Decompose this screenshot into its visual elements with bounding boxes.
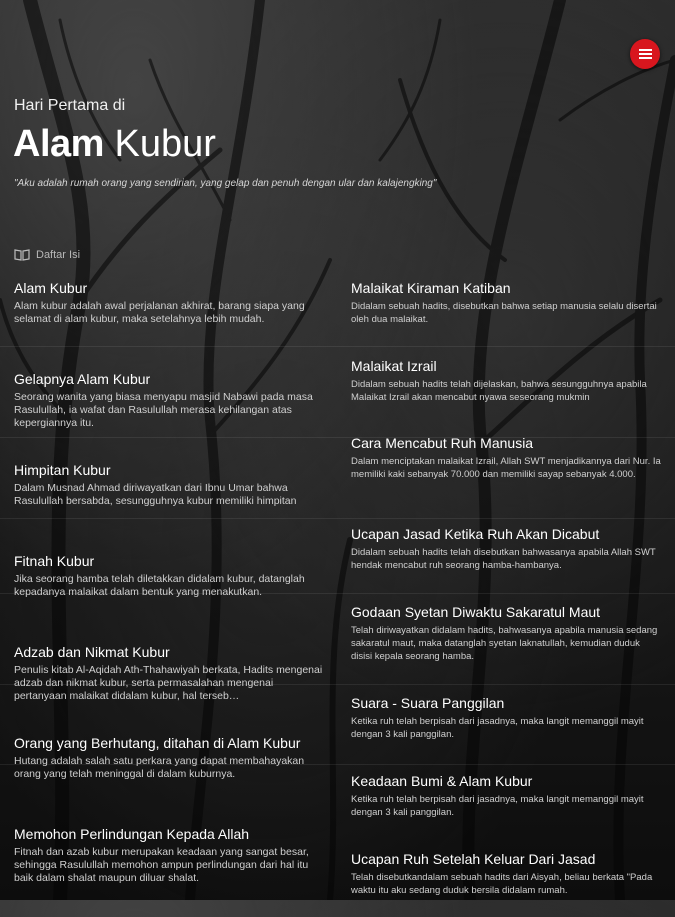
list-item-title: Adzab dan Nikmat Kubur: [14, 644, 170, 660]
list-item-gelapnya-alam-kubur[interactable]: [14, 371, 324, 462]
list-item-orang-berhutang[interactable]: [14, 735, 324, 826]
page-title: [13, 120, 216, 168]
list-item-description: Dalam Musnad Ahmad diriwayatkan dari Ibnu Umar bahwa Rasulullah bersabda, sesungguhnya kubur memiliki himpitan: [14, 482, 297, 507]
list-item-ucapan-jasad[interactable]: [351, 526, 661, 604]
list-item-fitnah-kubur[interactable]: [14, 553, 324, 644]
list-item-description: Telah disebutkandalam sebuah hadits dari Aisyah, beliau berkata "Pada waktu itu aku sedang duduk bersila didalam rumah.: [351, 872, 653, 896]
list-item-title: Gelapnya Alam Kubur: [14, 371, 151, 387]
chapter-list-left: [14, 280, 324, 917]
list-item-description: Jika seorang hamba telah diletakkan didalam kubur, datanglah kepadanya malaikat dalam bentuk yang menakutkan.: [14, 573, 305, 598]
toc-heading: [14, 248, 80, 261]
list-item-title: Ucapan Jasad Ketika Ruh Akan Dicabut: [351, 526, 600, 542]
list-item-description: Seorang wanita yang biasa menyapu masjid Nabawi pada masa Rasulullah, ia wafat dan Rasulullah merasa kehilangan atas kepergiannya itu.: [14, 391, 313, 429]
list-item-title: Godaan Syetan Diwaktu Sakaratul Maut: [351, 604, 601, 620]
list-item-description: Didalam sebuah hadits telah disebutkan bahwasanya apabila Allah SWT hendak mencabut ruh seorang hamba-hambanya.: [351, 547, 656, 571]
chapter-list-right: [351, 280, 661, 895]
list-item-malaikat-izrail[interactable]: [351, 358, 661, 435]
list-item-title: Malaikat Izrail: [351, 358, 437, 374]
title-light: Kubur: [114, 123, 216, 165]
list-item-adzab-nikmat-kubur[interactable]: [14, 644, 324, 735]
list-item-description: Ketika ruh telah berpisah dari jasadnya, maka langit memanggil mayit dengan 3 kali panggilan.: [351, 794, 644, 818]
list-item-title: Himpitan Kubur: [14, 462, 111, 478]
hamburger-menu-icon: [639, 47, 652, 61]
list-item-description: Didalam sebuah hadits telah dijelaskan, bahwa sesungguhnya apabila Malaikat Izrail akan mencabut nyawa seseorang mukmin: [351, 379, 647, 403]
list-item-title: Malaikat Kiraman Katiban: [351, 280, 511, 296]
list-item-himpitan-kubur[interactable]: [14, 462, 324, 553]
list-item-keadaan-bumi[interactable]: [351, 773, 661, 851]
list-item-description: Fitnah dan azab kubur merupakan keadaan yang sangat besar, sehingga Rasulullah memohon ampun perlindungan dari hal itu baik dalam shalat maupun diluar shalat.: [14, 846, 309, 884]
list-item-title: Cara Mencabut Ruh Manusia: [351, 435, 534, 451]
list-item-memohon-perlindungan[interactable]: [14, 826, 324, 917]
list-item-description: Dalam menciptakan malaikat Izrail, Allah SWT menjadikannya dari Nur. Ia memiliki kaki sebanyak 70.000 dan memiliki sayap sebanyak 4.000.: [351, 456, 661, 480]
page-quote: "Aku adalah rumah orang yang sendirian, yang gelap dan penuh dengan ular dan kalajengking": [14, 178, 437, 189]
list-item-description: Alam kubur adalah awal perjalanan akhirat, barang siapa yang selamat di alam kubur, maka setelahnya lebih mudah.: [14, 300, 305, 325]
list-item-title: Orang yang Berhutang, ditahan di Alam Kubur: [14, 735, 301, 751]
list-item-description: Didalam sebuah hadits, disebutkan bahwa setiap manusia selalu disertai oleh dua malaikat.: [351, 301, 657, 325]
list-item-godaan-syetan[interactable]: [351, 604, 661, 695]
list-item-suara-panggilan[interactable]: [351, 695, 661, 773]
toc-label: Daftar Isi: [36, 248, 81, 261]
page-subtitle: Hari Pertama di: [14, 97, 126, 114]
list-item-title: Alam Kubur: [14, 280, 88, 296]
list-item-title: Ucapan Ruh Setelah Keluar Dari Jasad: [351, 851, 596, 867]
list-item-cara-mencabut-ruh[interactable]: [351, 435, 661, 526]
list-item-title: Fitnah Kubur: [14, 553, 95, 569]
list-item-title: Memohon Perlindungan Kepada Allah: [14, 826, 250, 842]
list-item-title: Keadaan Bumi & Alam Kubur: [351, 773, 533, 789]
list-item-alam-kubur[interactable]: [14, 280, 324, 371]
list-item-description: Ketika ruh telah berpisah dari jasadnya, maka langit memanggil mayit dengan 3 kali panggilan.: [351, 716, 644, 740]
list-item-title: Suara - Suara Panggilan: [351, 695, 505, 711]
list-item-description: Hutang adalah salah satu perkara yang dapat membahayakan orang yang telah meninggal di dalam kuburnya.: [14, 755, 305, 780]
list-item-ucapan-ruh[interactable]: [351, 851, 661, 895]
book-open-icon: [14, 248, 30, 261]
title-bold: Alam: [13, 123, 104, 165]
list-item-kiraman-katiban[interactable]: [351, 280, 661, 358]
list-item-description: Penulis kitab Al-Aqidah Ath-Thahawiyah berkata, Hadits mengenai adzab dan nikmat kubur, serta permasalahan mengenai pertanyaan malaikat didalam kubur, hal terseb…: [14, 664, 323, 702]
list-item-description: Telah diriwayatkan didalam hadits, bahwasanya apabila manusia sedang sakaratul maut, maka datanglah syetan laknatullah, kemudian duduk disisi kepala seorang hamba.: [351, 625, 658, 662]
menu-button[interactable]: [630, 39, 660, 69]
